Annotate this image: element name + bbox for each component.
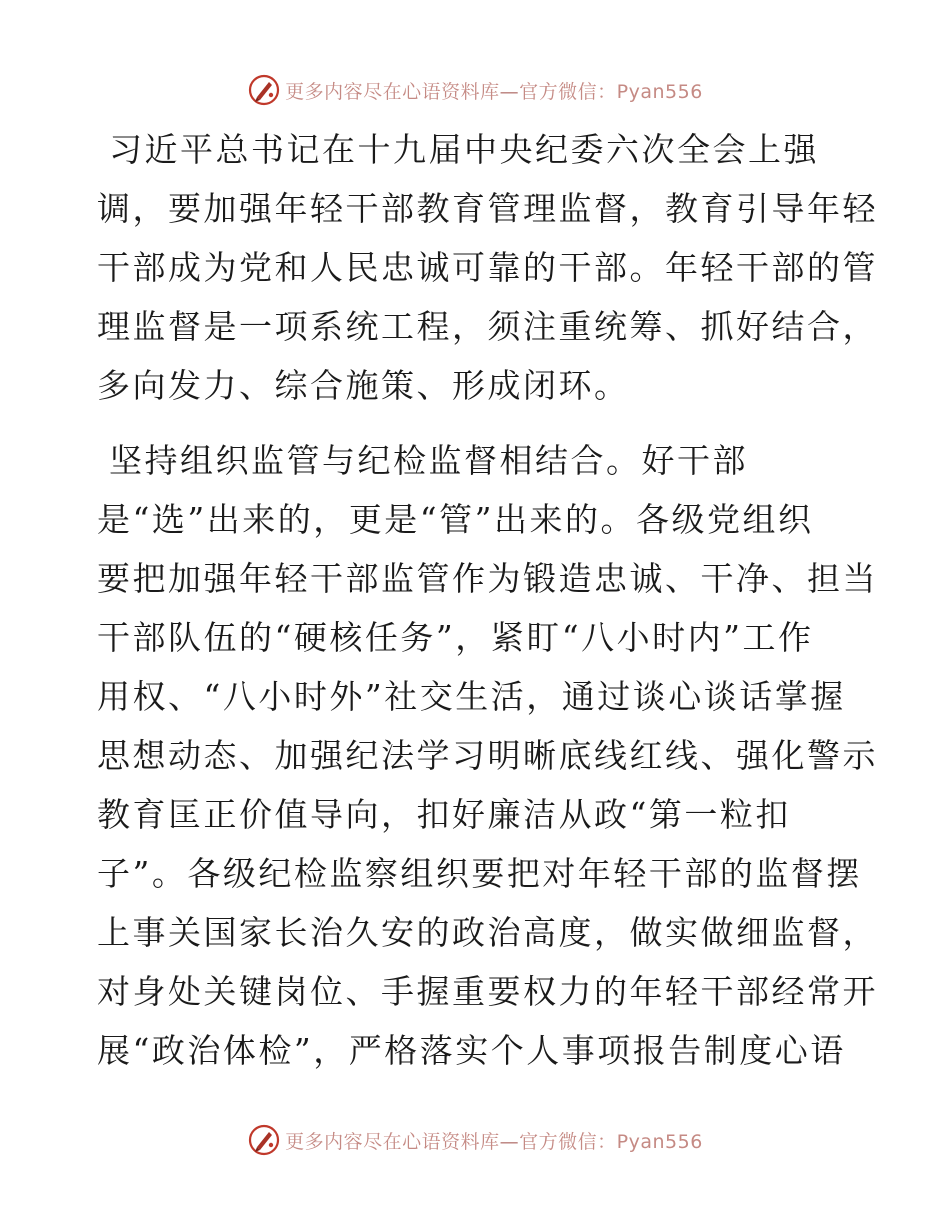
text-line: 思想动态、加强纪法学习明晰底线红线、强化警示 [97, 736, 878, 775]
text-line: 子”。各级纪检监察组织要把对年轻干部的监督摆 [97, 854, 862, 893]
text-line: 干部队伍的“硬核任务”，紧盯“八小时内”工作 [97, 618, 814, 657]
text-line: 习近平总书记在十九届中央纪委六次全会上强 [109, 130, 819, 169]
text-line: 坚持组织监管与纪检监督相结合。好干部 [109, 441, 748, 480]
text-line: 对身处关键岗位、手握重要权力的年轻干部经常开 [97, 972, 878, 1011]
watermark-text: 更多内容尽在心语资料库—官方微信：Pyan556 [285, 80, 703, 103]
text-line: 是“选”出来的，更是“管”出来的。各级党组织 [97, 500, 814, 539]
text-line: 用权、“八小时外”社交生活，通过谈心谈话掌握 [97, 677, 846, 716]
text-line: 理监督是一项系统工程，须注重统筹、抓好结合， [97, 307, 878, 346]
text-line: 教育匡正价值导向，扣好廉洁从政“第一粒扣 [97, 795, 791, 834]
footer-watermark [0, 1120, 950, 1160]
paragraph-1 [97, 120, 878, 415]
text-line: 要把加强年轻干部监管作为锻造忠诚、干净、担当 [97, 559, 878, 598]
watermark-text: 更多内容尽在心语资料库—官方微信：Pyan556 [285, 1130, 703, 1153]
paragraph-2 [97, 431, 878, 1080]
text-line: 调，要加强年轻干部教育管理监督，教育引导年轻 [97, 189, 878, 228]
header-watermark [0, 70, 950, 110]
text-line: 多向发力、综合施策、形成闭环。 [97, 366, 630, 405]
document-body [97, 120, 878, 1080]
pen-logo-icon [247, 73, 281, 107]
text-line: 干部成为党和人民忠诚可靠的干部。年轻干部的管 [97, 248, 878, 287]
text-line: 上事关国家长治久安的政治高度，做实做细监督， [97, 913, 878, 952]
text-line: 展“政治体检”，严格落实个人事项报告制度心语 [97, 1031, 846, 1070]
pen-logo-icon [247, 1123, 281, 1157]
